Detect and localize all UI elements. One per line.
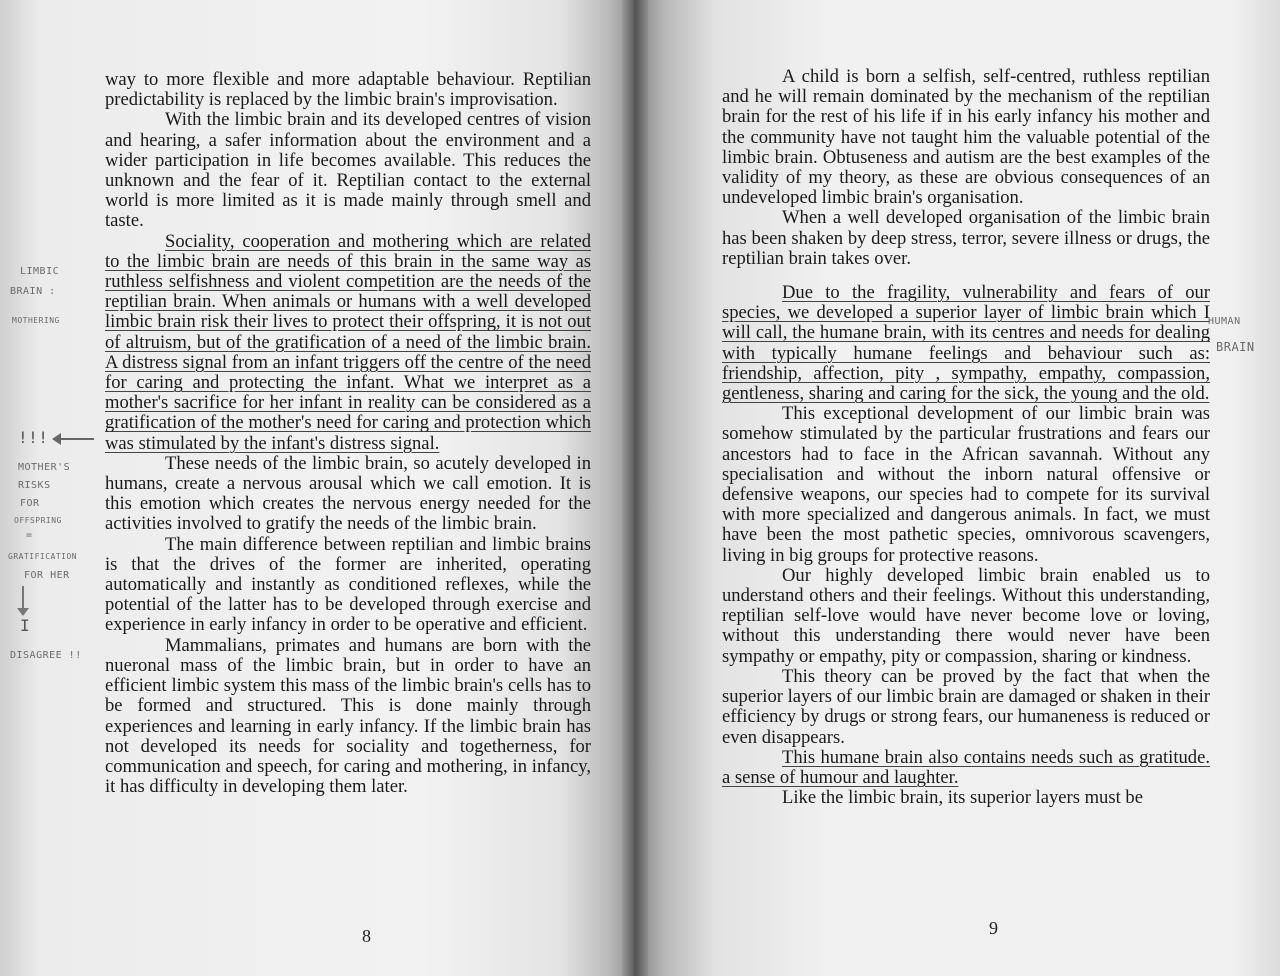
left-page — [0, 0, 634, 976]
paragraph: way to more flexible and more adaptable behaviour. Reptilian predictability is replaced by the limbic brain's improvisation. — [105, 69, 591, 111]
margin-note-i: I — [20, 616, 31, 635]
paragraph: With the limbic brain and its developed centres of vision and hearing, a safer information about the environment and a wider participation in life becomes available. This reduces the unknown and the fear of it. Reptilian contact to the external world is more limited as it is made mainly through smell and taste. — [105, 109, 591, 232]
margin-note-offspring: OFFSPRING — [14, 516, 62, 525]
left-page-text — [105, 70, 591, 797]
margin-note-mothers: MOTHER'S — [18, 462, 71, 473]
margin-note-for: FOR — [20, 498, 40, 509]
underlined-paragraph: Sociality, cooperation and mothering which are related to the limbic brain are needs of this brain in the same way as ruthless selfishness and violent competition are the needs of the reptilian brain. When animals or humans with a well developed limbic brain risk their lives to protect their offspring, it is not out of altruism, but of the gratification of a need of the limbic brain. A distress signal from an infant triggers off the centre of the need for caring and protecting the infant. What we interpret as a mother's sacrifice for her infant in reality can be considered as a gratification of the mother's need for caring and protection which was stimulated by the infant's distress signal. — [105, 230, 591, 454]
paragraph: Our highly developed limbic brain enabled us to understand others and their feelings. Without this understanding, reptilian self-love would have never become love or loving, without this understanding there would never have been sympathy or empathy, pity or compassion, sharing or kindness. — [722, 564, 1210, 667]
margin-note-for-her: FOR HER — [24, 570, 70, 581]
paragraph: Like the limbic brain, its superior layers must be — [782, 787, 1143, 809]
margin-note-disagree: DISAGREE !! — [10, 650, 82, 661]
margin-note-mothering: MOTHERING — [12, 316, 60, 325]
margin-note-human: HUMAN — [1208, 316, 1241, 327]
underlined-paragraph: Due to the fragility, vulnerability and fears of our species, we developed a superior layer of limbic brain which I will call, the humane brain, with its centres and needs for dealing with typically humane feelings and behaviour such as: friendship, affection, pity , sympathy, empathy, compassion, gentleness, sharing and caring for the sick, the young and the old. — [722, 282, 1210, 405]
margin-note-brain: BRAIN — [1216, 340, 1255, 354]
page-number: 8 — [362, 926, 371, 946]
paragraph: This exceptional development of our limbic brain was somehow stimulated by the particular frustrations and fears our ancestors had to face in the African savannah. Without any specialisation and without the inborn natural offensive or defensive weapons, our species had to compete for its survival with more specialized and dangerous animals. In fact, we must have been the most pathetic species, omnivorous scavengers, living in big groups for protective reasons. — [722, 403, 1210, 566]
margin-note-gratification: GRATIFICATION — [8, 552, 78, 561]
arrow-left-icon — [60, 438, 94, 440]
margin-note-exclaim: !!! — [18, 428, 49, 447]
paragraph: Mammalians, primates and humans are born with the nueronal mass of the limbic brain, but in order to have an efficient limbic system this mass of the limbic brain's cells has to be formed and structured. This is done mainly through experiences and learning in early infancy. If the limbic brain has not developed its needs for sociality and togetherness, for communication and speech, for caring and mothering, in infancy, it has difficulty in developing them later. — [105, 634, 591, 798]
right-page — [634, 0, 1280, 976]
paragraph: This theory can be proved by the fact that when the superior layers of our limbic brain are damaged or shaken in their efficiency by drugs or strong fears, our humaneness is reduced or even disappears. — [722, 665, 1210, 748]
paragraph: A child is born a selfish, self-centred, ruthless reptilian and he will remain dominated by the mechanism of the reptilian brain for the rest of his life if in his early infancy his mother and the community have not taught him the valuable potential of the limbic brain. Obtuseness and autism are the best examples of the validity of my theory, as these are obvious consequences of an undeveloped limbic brain's organisation. — [722, 66, 1210, 209]
margin-note-brain: BRAIN : — [10, 286, 56, 297]
margin-note-risks: RISKS — [18, 480, 51, 491]
margin-note-equals: = — [26, 530, 33, 541]
paragraph: When a well developed organisation of the limbic brain has been shaken by deep stress, terror, severe illness or drugs, the reptilian brain takes over. — [722, 207, 1210, 269]
paragraph: These needs of the limbic brain, so acutely developed in humans, create a nervous arousal which we call emotion. It is this emotion which creates the nervous energy needed for the activities involved to gratify the needs of the limbic brain. — [105, 452, 591, 535]
page-number: 9 — [989, 918, 998, 938]
book-gutter — [622, 0, 648, 976]
underlined-paragraph: This humane brain also contains needs such as gratitude. a sense of humour and laughter. — [722, 746, 1210, 788]
right-page-text — [722, 67, 1210, 808]
margin-note-limbic: LIMBIC — [20, 266, 60, 277]
arrow-down-icon — [22, 586, 24, 610]
paragraph: The main difference between reptilian and limbic brains is that the drives of the former are inherited, operating automatically and instantly as conditioned reflexes, while the potential of the latter has to be developed through exercise and experience in early infancy in order to be operative and efficient. — [105, 533, 591, 636]
